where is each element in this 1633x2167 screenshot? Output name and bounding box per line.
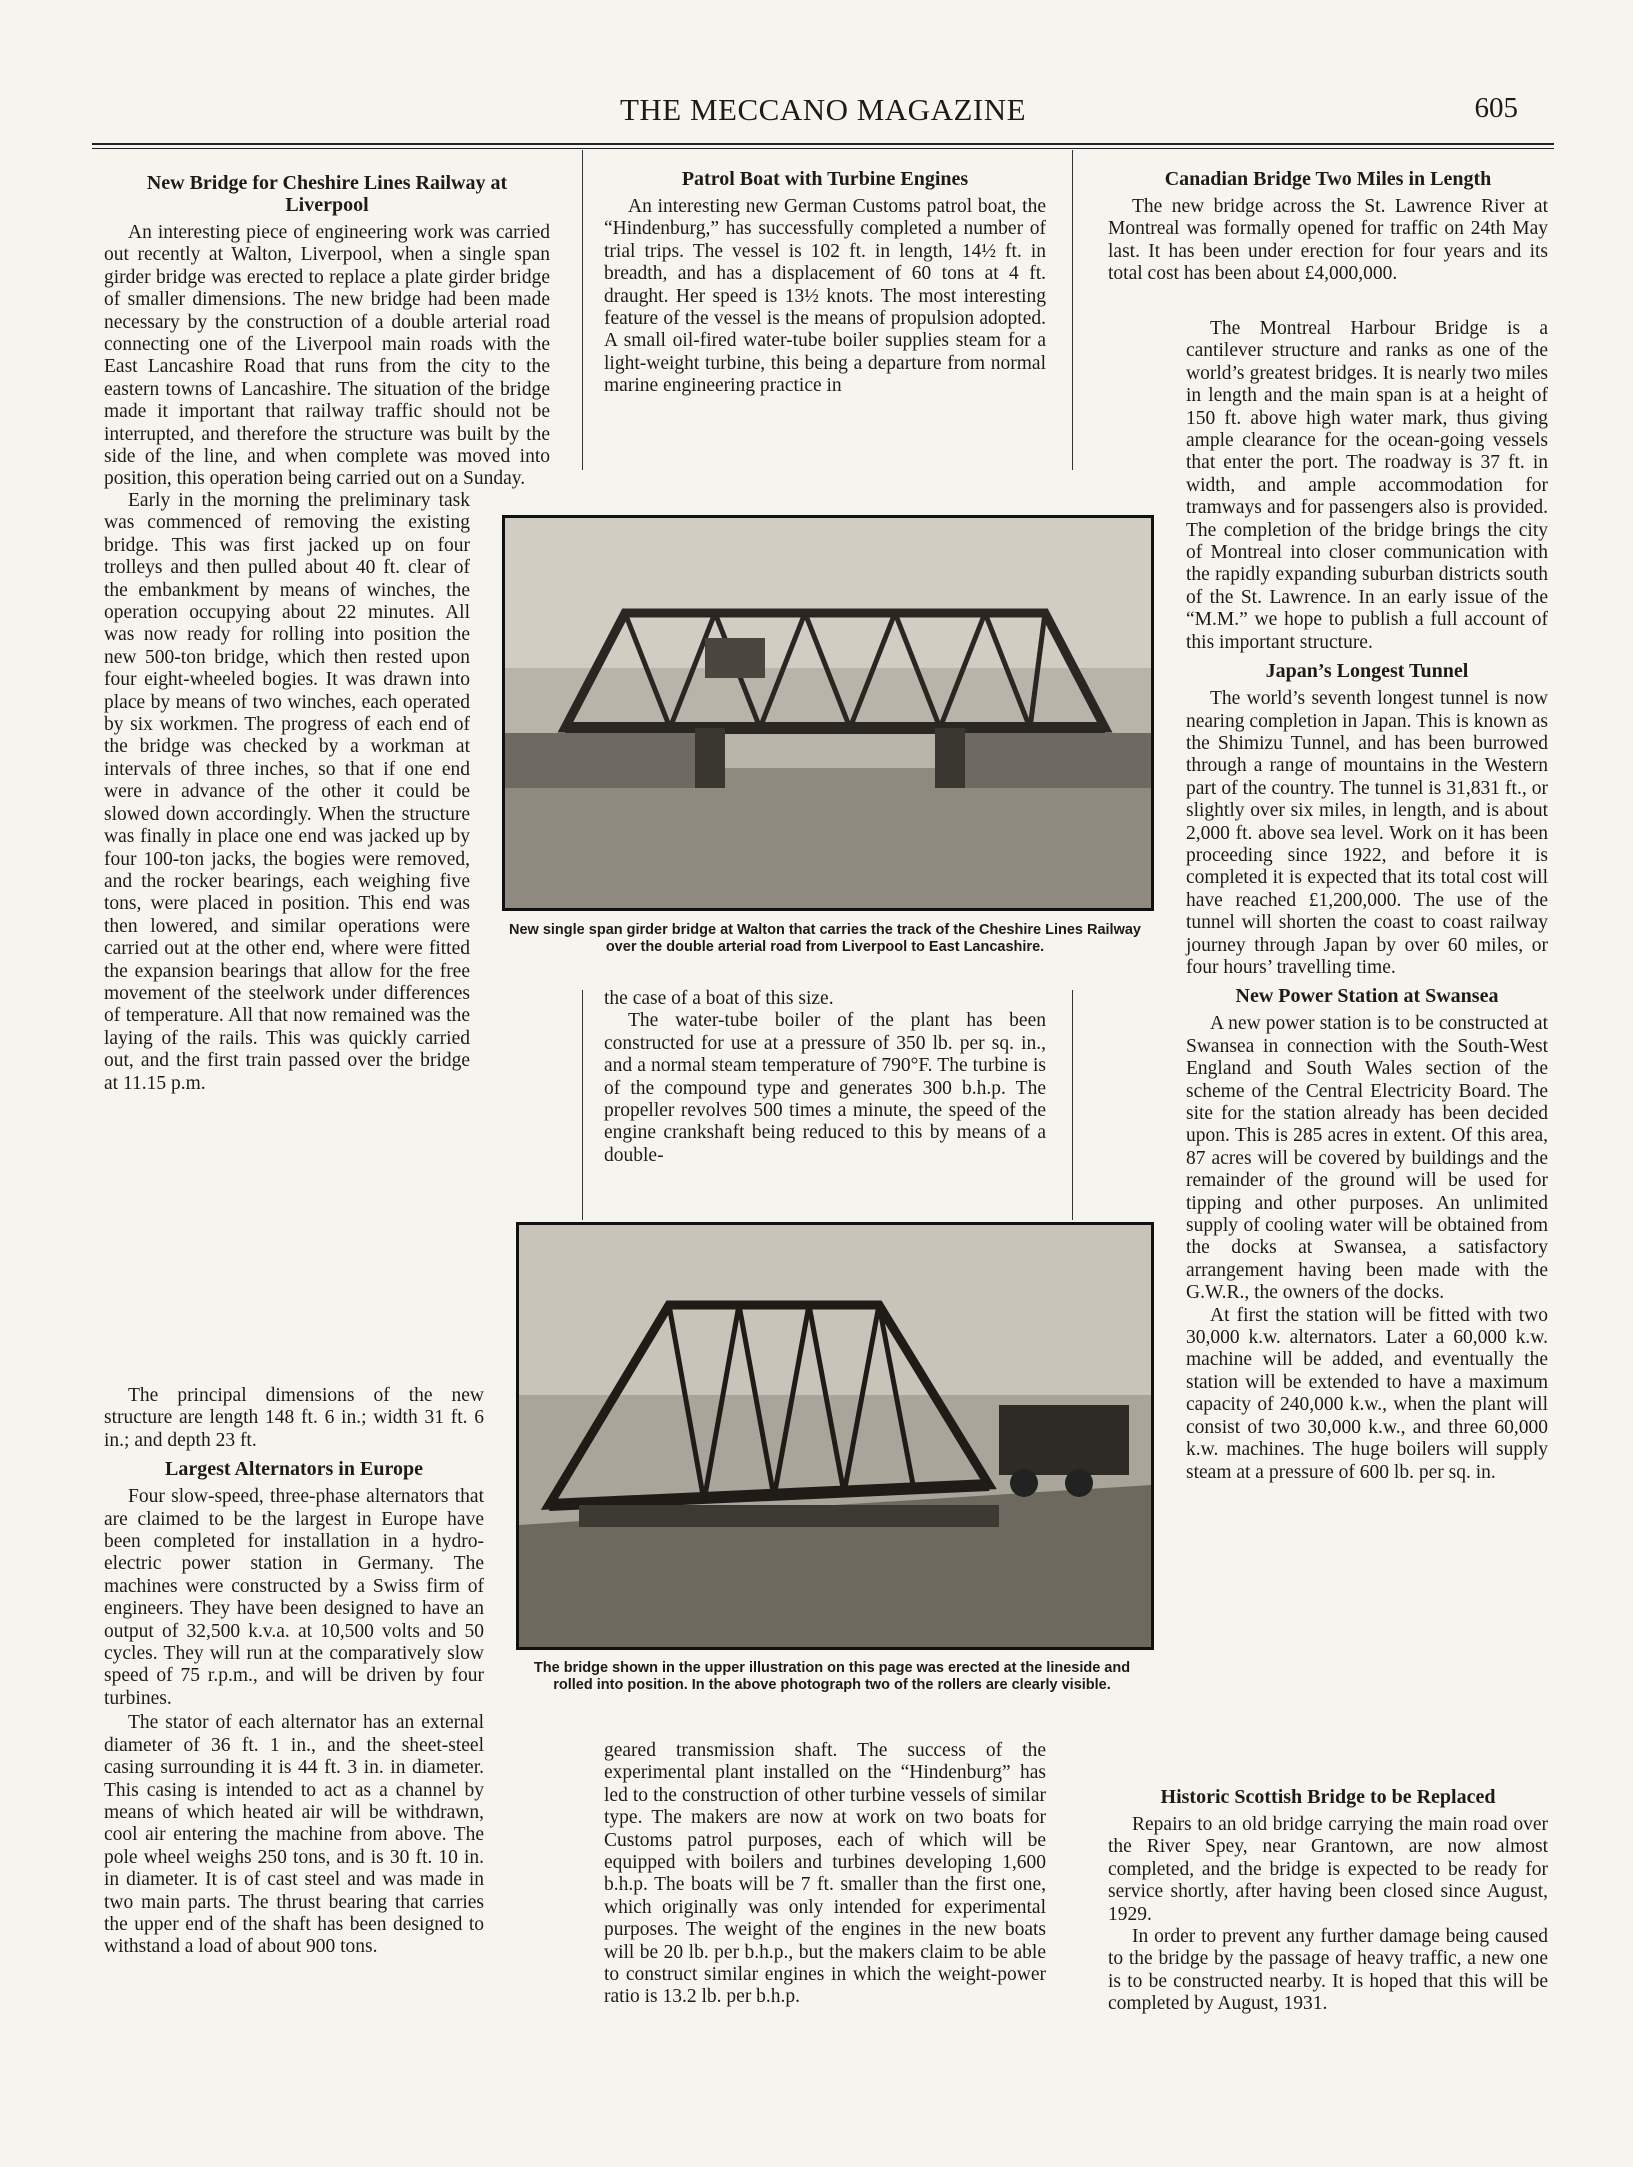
header-rule-thin	[92, 148, 1554, 149]
column-divider-left-lower	[582, 990, 583, 1220]
column-3	[1108, 162, 1548, 286]
column-2-lower	[604, 1740, 1046, 2009]
figure-1-caption: New single span girder bridge at Walton that carries the track of the Cheshire Lines Railway over the double arterial road from Liverpool to East Lancashire.	[509, 922, 1141, 955]
column-1-continued	[104, 490, 470, 1095]
paragraph: An interesting piece of engineering work was carried out recently at Walton, Liverpool, when a single span girder bridge was erected to replace a plate girder bridge of smaller dimensions. The new bridge had been made necessary by the construction of a double arterial road connecting one of the Liverpool main roads with the East Lancashire Road that runs from the city to the eastern towns of Lancashire. The situation of the bridge made it important that railway traffic should not be interrupted, and therefore the structure was built by the side of the line, and when complete was moved into position, this operation being carried out on a Sunday.	[104, 222, 550, 490]
paragraph: The stator of each alternator has an external diameter of 36 ft. 1 in., and the sheet-steel casing surrounding it is 44 ft. 3 in. in diameter. This casing is intended to act as a channel by means of which heated air will be withdrawn, cool air entering the machine from above. The pole wheel weighs 250 tons, and is 30 ft. 10 in. in diameter. It is of cast steel and was made in two main parts. The thrust bearing that carries the upper end of the shaft has been designed to withstand a load of about 900 tons.	[104, 1712, 484, 1958]
paragraph: A new power station is to be constructed at Swansea in connection with the South-West England and South Wales section of the scheme of the Central Electricity Board. The site for the station already has been decided upon. This is 285 acres in extent. Of this area, 87 acres will be covered by buildings and the remainder of the ground will be used for tipping and other purposes. An unlimited supply of cooling water will be obtained from the docks at Swansea, a satisfactory arrangement having been made with the G.W.R., the owners of the docks.	[1186, 1013, 1548, 1304]
headline-alternators: Largest Alternators in Europe	[165, 1458, 423, 1481]
column-1-lower	[104, 1385, 484, 1959]
photo-walton-girder-bridge	[502, 515, 1154, 911]
column-1	[104, 166, 550, 491]
rollers-photo-illustration	[519, 1225, 1151, 1647]
photo-bridge-rollers	[516, 1222, 1154, 1650]
column-divider-right-lower	[1072, 990, 1073, 1220]
paragraph: Early in the morning the preliminary task was commenced of removing the existing bridge. This was first jacked up on four trolleys and then pulled about 40 ft. clear of the embankment by means of winches, the operation occupying about 22 minutes. All was now ready for rolling into position the new 500-ton bridge, which then rested upon four eight-wheeled bogies. It was drawn into place by means of two winches, each operated by six workmen. The progress of each end of the bridge was checked by a workman at intervals of three inches, so that if one end were in advance of the other it could be slowed down accordingly. When the structure was finally in place one end was jacked up by four 100-ton jacks, the bogies were removed, and the rocker bearings, each weighing five tons, were placed in position. This end was then lowered, and similar operations were carried out at the other end, where were fitted the expansion bearings that allow for the free movement of the steelwork under differences of temperature. All that now remained was the laying of the rails. This was quickly carried out, and the first train passed over the bridge at 11.15 p.m.	[104, 490, 470, 1094]
header-rule	[92, 143, 1554, 145]
paragraph: geared transmission shaft. The success of the experimental plant installed on the “Hindenburg” has led to the construction of other turbine vessels of similar type. The makers are now at work on two boats for Customs patrol purposes, each of which will be equipped with boilers and turbines developing 1,600 b.h.p. The boats will be 7 ft. smaller than the first one, which originally was only intended for experimental purposes. The weight of the engines in the new boats will be 20 lb. per b.h.p., but the makers claim to be able to construct similar engines in which the weight-power ratio is 13.2 lb. per b.h.p.	[604, 1740, 1046, 2008]
headline-cheshire-bridge: New Bridge for Cheshire Lines Railway at Liverpool	[146, 172, 508, 216]
column-2	[604, 162, 1046, 398]
paragraph: The water-tube boiler of the plant has been constructed for use at a pressure of 350 lb. per sq. in., and a normal steam temperature of 790°F. The turbine is of the compound type and generates 300 b.h.p. The propeller revolves 500 times a minute, the speed of the engine crankshaft being reduced to this by means of a double-	[604, 1010, 1046, 1166]
paragraph: the case of a boat of this size.	[604, 988, 834, 1009]
paragraph: The principal dimensions of the new structure are length 148 ft. 6 in.; width 31 ft. 6 in.; and depth 23 ft.	[104, 1385, 484, 1451]
page-number: 605	[1474, 92, 1518, 124]
paragraph: At first the station will be fitted with two 30,000 k.w. alternators. Later a 60,000 k.w. machine will be added, and eventually the station will be extended to have a maximum capacity of 240,000 k.w., when the plant will consist of two 30,000 k.w., and three 60,000 k.w. machines. The huge boilers will supply steam at a pressure of 600 lb. per sq. in.	[1186, 1304, 1548, 1483]
paragraph: The new bridge across the St. Lawrence River at Montreal was formally opened for traffic on 24th May last. It has been under erection for four years and its total cost has been about £4,000,000.	[1108, 196, 1548, 285]
masthead-title: THE MECCANO MAGAZINE	[619, 92, 1027, 127]
paragraph: In order to prevent any further damage being caused to the bridge by the passage of heavy traffic, a new one is to be constructed nearby. It is hoped that this will be completed by August, 1931.	[1108, 1926, 1548, 2015]
bridge-photo-illustration	[505, 518, 1151, 908]
column-divider-left	[582, 150, 583, 470]
headline-scottish-bridge: Historic Scottish Bridge to be Replaced	[1160, 1786, 1496, 1808]
page-header	[92, 92, 1554, 132]
paragraph: The Montreal Harbour Bridge is a cantilever structure and ranks as one of the world’s greatest bridges. It is nearly two miles in length and the main span is at a height of 150 ft. above high water mark, thus giving ample clearance for the ocean-going vessels that enter the port. The roadway is 37 ft. in width, and ample accommodation for tramways and for passengers also is provided. The completion of the bridge brings the city of Montreal into closer communication with the rapidly expanding suburban districts south of the St. Lawrence. In an early issue of the “M.M.” we hope to publish a full account of this important structure.	[1186, 318, 1548, 653]
headline-swansea-power: New Power Station at Swansea	[1235, 985, 1499, 1008]
headline-japan-tunnel: Japan’s Longest Tunnel	[1265, 660, 1469, 683]
column-3-lower	[1108, 1780, 1548, 2016]
column-2-middle	[604, 988, 1046, 1167]
paragraph: An interesting new German Customs patrol boat, the “Hindenburg,” has successfully completed a number of trial trips. The vessel is 102 ft. in length, 14½ ft. in breadth, and has a displacement of 60 tons at 4 ft. draught. Her speed is 13½ knots. The most interesting feature of the vessel is the means of propulsion adopted. A small oil-fired water-tube boiler supplies steam for a light-weight turbine, this being a departure from normal marine engineering practice in	[604, 196, 1046, 397]
paragraph: Repairs to an old bridge carrying the main road over the River Spey, near Grantown, are now almost completed, and the bridge is expected to be ready for service shortly, after having been closed since August, 1929.	[1108, 1814, 1548, 1925]
headline-patrol-boat: Patrol Boat with Turbine Engines	[681, 168, 969, 190]
paragraph: Four slow-speed, three-phase alternators that are claimed to be the largest in Europe have been completed for installation in a hydro-electric power station in Germany. The machines were constructed by a Swiss firm of engineers. They have been designed to have an output of 32,500 k.v.a. at 10,500 volts and 50 cycles. They will run at the comparatively slow speed of 75 r.p.m., and will be driven by four turbines.	[104, 1486, 484, 1709]
column-3-continued	[1186, 318, 1548, 1484]
column-divider-right	[1072, 150, 1073, 470]
headline-canadian-bridge: Canadian Bridge Two Miles in Length	[1164, 168, 1492, 190]
figure-2-caption: The bridge shown in the upper illustration on this page was erected at the lineside and rolled into position. In the above photograph two of the rollers are clearly visible.	[533, 1660, 1131, 1693]
paragraph: The world’s seventh longest tunnel is now nearing completion in Japan. This is known as the Shimizu Tunnel, and has been burrowed through a range of mountains in the Western part of the country. The tunnel is 31,831 ft., or slightly over six miles, in length, and is about 2,000 ft. above sea level. Work on it has been proceeding since 1922, and before it is completed it is expected that its total cost will have reached £1,200,000. The use of the tunnel will shorten the coast to coast railway journey through Japan by over 60 miles, or four hours’ travelling time.	[1186, 688, 1548, 978]
